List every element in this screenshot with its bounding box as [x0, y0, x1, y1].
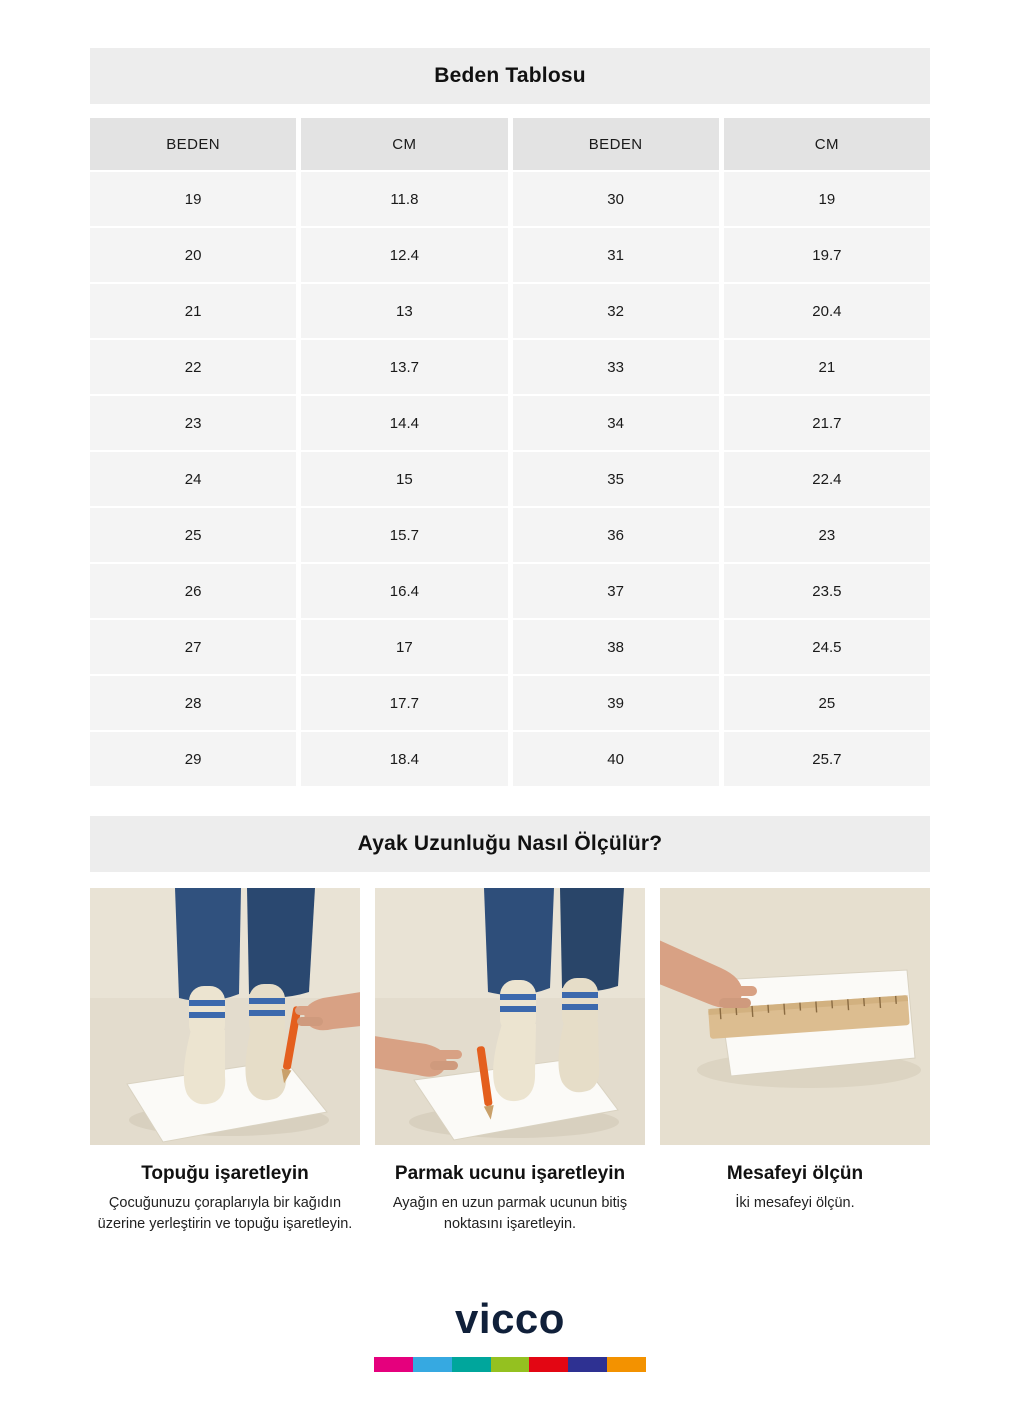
table-row	[90, 732, 930, 786]
size-table-title-banner	[90, 48, 930, 104]
column-header-cm-right: CM	[724, 118, 930, 170]
column-header-cm-left: CM	[301, 118, 507, 170]
table-cell: 13.7	[301, 340, 507, 394]
brand-color-segment	[452, 1357, 491, 1372]
brand-color-segment	[607, 1357, 646, 1372]
table-cell: 16.4	[301, 564, 507, 618]
measurement-steps	[90, 888, 930, 1235]
table-cell: 29	[90, 732, 296, 786]
table-cell: 23	[724, 508, 930, 562]
step-title-measure: Mesafeyi ölçün	[726, 1163, 864, 1184]
table-cell: 12.4	[301, 228, 507, 282]
table-row	[90, 172, 930, 226]
table-cell: 15	[301, 452, 507, 506]
size-table-header-row	[90, 118, 930, 170]
table-cell: 24.5	[724, 620, 930, 674]
brand-color-segment	[374, 1357, 413, 1372]
table-row	[90, 396, 930, 450]
table-cell: 35	[513, 452, 719, 506]
step-photo-toe-illustration	[375, 888, 645, 1145]
table-cell: 34	[513, 396, 719, 450]
step-mark-toe	[375, 888, 645, 1235]
brand-color-segment	[491, 1357, 530, 1372]
table-cell: 15.7	[301, 508, 507, 562]
brand-color-strip	[374, 1357, 646, 1372]
brand-color-segment	[529, 1357, 568, 1372]
table-row	[90, 284, 930, 338]
heel-marking-photo	[90, 888, 360, 1145]
table-cell: 20	[90, 228, 296, 282]
how-to-measure-banner	[90, 816, 930, 872]
table-cell: 24	[90, 452, 296, 506]
table-cell: 30	[513, 172, 719, 226]
table-cell: 11.8	[301, 172, 507, 226]
table-cell: 13	[301, 284, 507, 338]
table-cell: 40	[513, 732, 719, 786]
size-table-body	[90, 172, 930, 786]
table-cell: 32	[513, 284, 719, 338]
brand-color-segment	[413, 1357, 452, 1372]
table-cell: 33	[513, 340, 719, 394]
table-row	[90, 676, 930, 730]
table-cell: 25	[90, 508, 296, 562]
brand-logo: vicco	[455, 1295, 565, 1343]
table-cell: 37	[513, 564, 719, 618]
toe-marking-photo	[375, 888, 645, 1145]
ruler-measuring-photo	[660, 888, 930, 1145]
table-row	[90, 452, 930, 506]
step-title-toe: Parmak ucunu işaretleyin	[394, 1163, 626, 1184]
brand-color-segment	[568, 1357, 607, 1372]
table-cell: 23.5	[724, 564, 930, 618]
table-cell: 19	[90, 172, 296, 226]
step-measure-distance	[660, 888, 930, 1235]
table-cell: 17	[301, 620, 507, 674]
table-cell: 21	[724, 340, 930, 394]
table-cell: 39	[513, 676, 719, 730]
size-table-title: Beden Tablosu	[434, 64, 586, 87]
table-row	[90, 564, 930, 618]
step-title-heel: Topuğu işaretleyin	[141, 1163, 309, 1184]
column-header-beden-right: BEDEN	[513, 118, 719, 170]
table-row	[90, 340, 930, 394]
table-cell: 25.7	[724, 732, 930, 786]
table-cell: 38	[513, 620, 719, 674]
page	[0, 48, 1020, 1408]
table-cell: 22.4	[724, 452, 930, 506]
table-cell: 17.7	[301, 676, 507, 730]
step-description-heel: Çocuğunuzu çoraplarıyla bir kağıdın üzerine yerleştirin ve topuğu işaretleyin.	[97, 1195, 353, 1233]
how-to-measure-title: Ayak Uzunluğu Nasıl Ölçülür?	[357, 832, 663, 855]
table-cell: 18.4	[301, 732, 507, 786]
table-cell: 36	[513, 508, 719, 562]
table-cell: 19.7	[724, 228, 930, 282]
column-header-beden-left: BEDEN	[90, 118, 296, 170]
step-description-toe: Ayağın en uzun parmak ucunun bitiş noktasını işaretleyin.	[392, 1195, 628, 1233]
table-cell: 28	[90, 676, 296, 730]
table-cell: 21	[90, 284, 296, 338]
table-cell: 22	[90, 340, 296, 394]
footer	[0, 1295, 1020, 1372]
step-description-measure: İki mesafeyi ölçün.	[735, 1195, 855, 1211]
table-cell: 20.4	[724, 284, 930, 338]
table-cell: 25	[724, 676, 930, 730]
table-cell: 19	[724, 172, 930, 226]
step-photo-ruler-illustration	[660, 888, 930, 1145]
table-row	[90, 508, 930, 562]
step-photo-heel-illustration	[90, 888, 360, 1145]
table-cell: 21.7	[724, 396, 930, 450]
table-cell: 31	[513, 228, 719, 282]
step-mark-heel	[90, 888, 360, 1235]
table-row	[90, 228, 930, 282]
table-cell: 26	[90, 564, 296, 618]
table-cell: 27	[90, 620, 296, 674]
size-table	[90, 118, 930, 786]
table-row	[90, 620, 930, 674]
table-cell: 14.4	[301, 396, 507, 450]
table-cell: 23	[90, 396, 296, 450]
